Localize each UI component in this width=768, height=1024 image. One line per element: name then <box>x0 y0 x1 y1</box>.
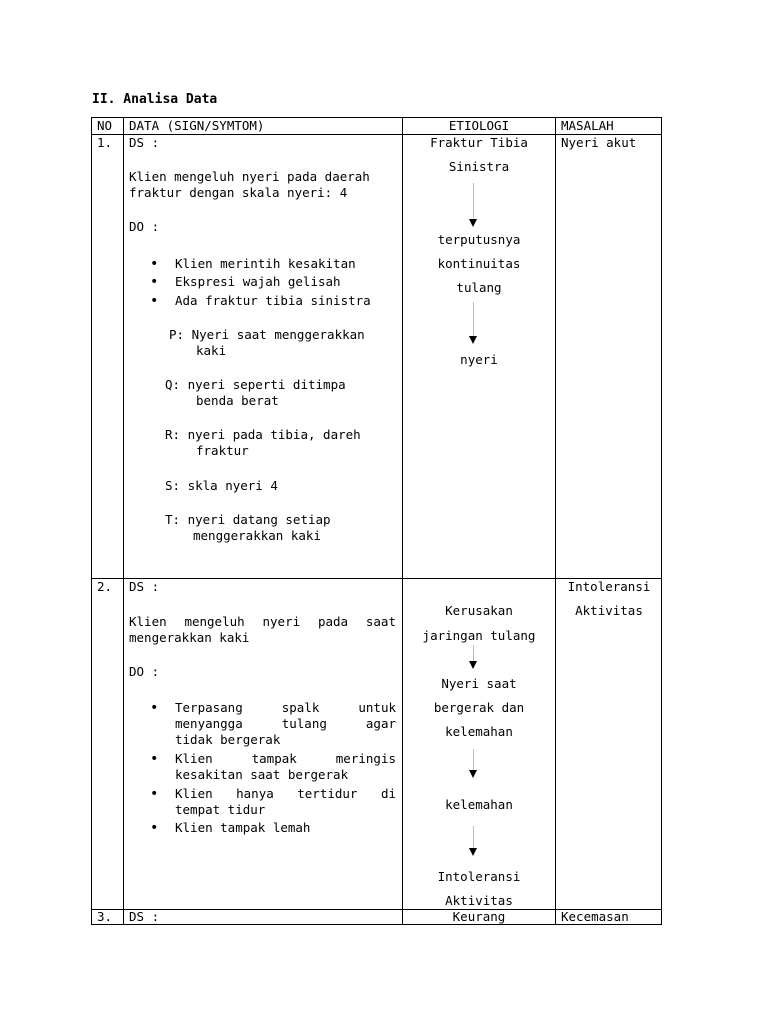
ds-text-line: fraktur dengan skala nyeri: 4 <box>129 185 348 200</box>
masalah-text: Intoleransi <box>567 579 651 594</box>
pqrst-line: fraktur <box>196 443 249 458</box>
etiologi-text: kelemahan <box>445 724 513 739</box>
pqrst-line: Q: nyeri seperti ditimpa <box>165 377 346 392</box>
section-title: II. Analisa Data <box>92 92 218 107</box>
arrow-down-icon <box>469 219 477 227</box>
bullet-icon: • <box>150 256 159 272</box>
arrow-down-icon <box>469 661 477 669</box>
etiologi-text: kelemahan <box>445 797 513 812</box>
pqrst-line: benda berat <box>196 393 279 408</box>
masalah-text: Nyeri akut <box>561 135 637 150</box>
etiologi-text: Kerusakan <box>445 603 513 618</box>
column-divider <box>555 118 556 924</box>
do-item: kesakitan saat bergerak <box>175 767 349 782</box>
do-item: Ekspresi wajah gelisah <box>175 274 341 289</box>
ds-label: DS : <box>129 579 160 594</box>
pqrst-line: T: nyeri datang setiap <box>165 512 331 527</box>
etiologi-text: Keurang <box>452 909 506 924</box>
do-item: Klien merintih kesakitan <box>175 256 356 271</box>
row-number: 3. <box>97 909 113 924</box>
header-masalah: MASALAH <box>561 118 614 133</box>
ds-text-line: Klien mengeluh nyeri pada saat <box>129 614 396 629</box>
ds-text-line: mengerakkan kaki <box>129 630 250 645</box>
ds-label: DS : <box>129 909 160 924</box>
etiologi-text: nyeri <box>460 352 498 367</box>
do-item: Klien tampak meringis <box>175 751 396 766</box>
ds-label: DS : <box>129 135 160 150</box>
etiologi-text: terputusnya <box>437 232 521 247</box>
masalah-text: Aktivitas <box>575 603 643 618</box>
do-item: menyangga tulang agar <box>175 716 396 731</box>
etiologi-text: Aktivitas <box>445 893 513 908</box>
arrow-line <box>473 302 474 336</box>
row-number: 2. <box>97 579 113 594</box>
analysis-table <box>91 117 662 925</box>
do-item: tidak bergerak <box>175 732 281 747</box>
etiologi-text: Fraktur Tibia <box>430 135 528 150</box>
bullet-icon: • <box>150 274 159 290</box>
header-etiologi: ETIOLOGI <box>448 118 510 133</box>
row-number: 1. <box>97 135 113 150</box>
do-label: DO : <box>129 664 160 679</box>
arrow-down-icon <box>469 848 477 856</box>
header-no: NO <box>97 118 113 133</box>
do-item: Klien tampak lemah <box>175 820 311 835</box>
do-item: Klien hanya tertidur di <box>175 786 396 801</box>
pqrst-line: S: skla nyeri 4 <box>165 478 278 493</box>
etiologi-text: kontinuitas <box>437 256 521 271</box>
do-item: Ada fraktur tibia sinistra <box>175 293 371 308</box>
do-item: Terpasang spalk untuk <box>175 700 396 715</box>
arrow-line <box>473 826 474 848</box>
ds-text-line: Klien mengeluh nyeri pada daerah <box>129 169 370 184</box>
do-item: tempat tidur <box>175 802 266 817</box>
etiologi-text: Intoleransi <box>437 869 521 884</box>
etiologi-text: Sinistra <box>448 159 510 174</box>
bullet-icon: • <box>150 786 159 802</box>
pqrst-line: menggerakkan kaki <box>193 528 321 543</box>
header-data: DATA (SIGN/SYMTOM) <box>129 118 265 133</box>
do-label: DO : <box>129 219 160 234</box>
pqrst-line: R: nyeri pada tibia, dareh <box>165 427 361 442</box>
masalah-text: Kecemasan <box>561 909 629 924</box>
etiologi-text: Nyeri saat <box>441 676 517 691</box>
arrow-line <box>473 749 474 770</box>
arrow-line <box>473 183 474 218</box>
arrow-line <box>473 645 474 661</box>
arrow-down-icon <box>469 336 477 344</box>
bullet-icon: • <box>150 820 159 836</box>
pqrst-line: P: Nyeri saat menggerakkan <box>169 327 365 342</box>
bullet-icon: • <box>150 293 159 309</box>
column-divider <box>123 118 124 924</box>
etiologi-text: jaringan tulang <box>422 628 536 643</box>
bullet-icon: • <box>150 700 159 716</box>
bullet-icon: • <box>150 751 159 767</box>
arrow-down-icon <box>469 770 477 778</box>
etiologi-text: tulang <box>456 280 502 295</box>
pqrst-line: kaki <box>196 343 227 358</box>
etiologi-text: bergerak dan <box>433 700 525 715</box>
